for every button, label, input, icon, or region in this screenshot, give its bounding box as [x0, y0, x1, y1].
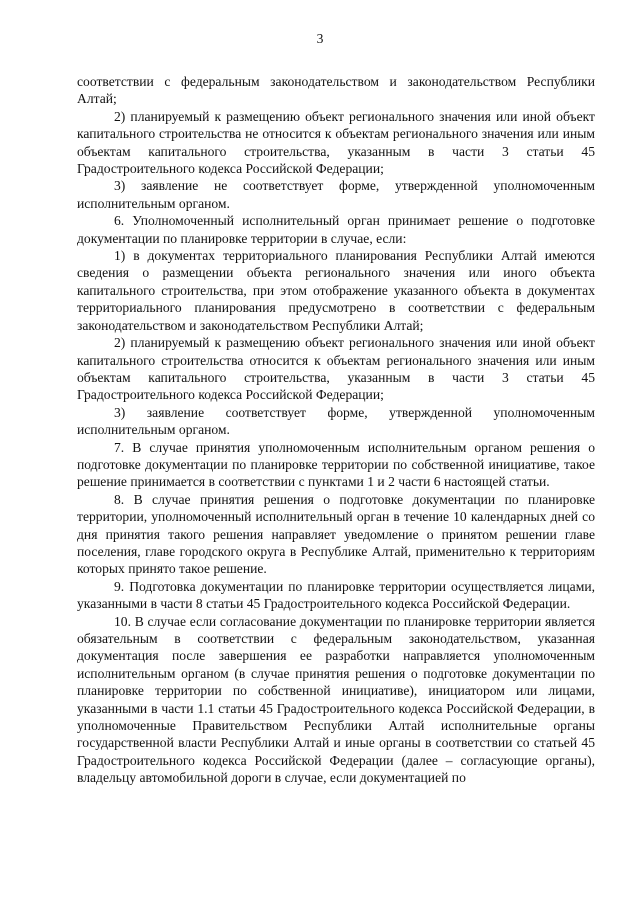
paragraph-section-6: 6. Уполномоченный исполнительный орган принимает решение о подготовке документации по планировке территории в случае, если:: [77, 213, 595, 246]
paragraph-section-10: 10. В случае если согласование документации по планировке территории является обязательным в соответствии с федеральным законодательством, указанная документация после завершения ее разработки направляется уполномоченным исполнительным органом (в случае принятия решения о подготовке документации по планировке территории по собственной инициативе), инициатором или лицами, указанными в части 1.1 статьи 45 Градостроительного кодекса Российской Федерации, в уполномоченные Правительством Республики Алтай исполнительные органы государственной власти Республики Алтай и иные органы в соответствии со статьей 45 Градостроительного кодекса Российской Федерации (далее – согласующие органы), владельцу автомобильной дороги в случае, если документацией по: [77, 613, 595, 786]
paragraph-item-2: 2) планируемый к размещению объект регионального значения или иной объект капитального строительства не относится к объектам регионального значения или иным объектам капитального строительства, указанным в части 3 статьи 45 Градостроительного кодекса Российской Федерации;: [77, 108, 595, 177]
paragraph-section-9: 9. Подготовка документации по планировке территории осуществляется лицами, указанными в части 8 статьи 45 Градостроительного кодекса Российской Федерации.: [77, 578, 595, 612]
paragraph-item-3: 3) заявление не соответствует форме, утвержденной уполномоченным исполнительным органом.: [77, 178, 595, 211]
document-body: [77, 73, 595, 787]
paragraph-continuation: соответствии с федеральным законодательством и законодательством Республики Алтай;: [77, 74, 595, 107]
paragraph-section-6-item-1: 1) в документах территориального планирования Республики Алтай имеются сведения о размещении объекта регионального значения или иного объекта капитального строительства, при этом отображение указанного объекта в документах территориального планирования предусмотрено в соответствии с федеральным законодательством и законодательством Республики Алтай;: [77, 248, 595, 333]
paragraph-section-6-item-2: 2) планируемый к размещению объект регионального значения или иной объект капитального строительства относится к объектам регионального значения или иным объектам капитального строительства, указанным в части 3 статьи 45 Градостроительного кодекса Российской Федерации;: [77, 335, 595, 403]
paragraph-section-8: 8. В случае принятия решения о подготовке документации по планировке территории, уполномоченный исполнительный орган в течение 10 календарных дней со дня принятия такого решения направляет уведомление о принятом решении главе поселения, главе городского округа в Республике Алтай, применительно к территориям которых принято такое решение.: [77, 491, 595, 577]
page-number: 3: [316, 31, 324, 46]
paragraph-section-6-item-3: 3) заявление соответствует форме, утвержденной уполномоченным исполнительным органом.: [77, 404, 595, 438]
paragraph-section-7: 7. В случае принятия уполномоченным исполнительным органом решения о подготовке документации по планировке территории по собственной инициативе, такое решение принимается в соответствии с пунктами 1 и 2 части 6 настоящей статьи.: [77, 439, 595, 490]
